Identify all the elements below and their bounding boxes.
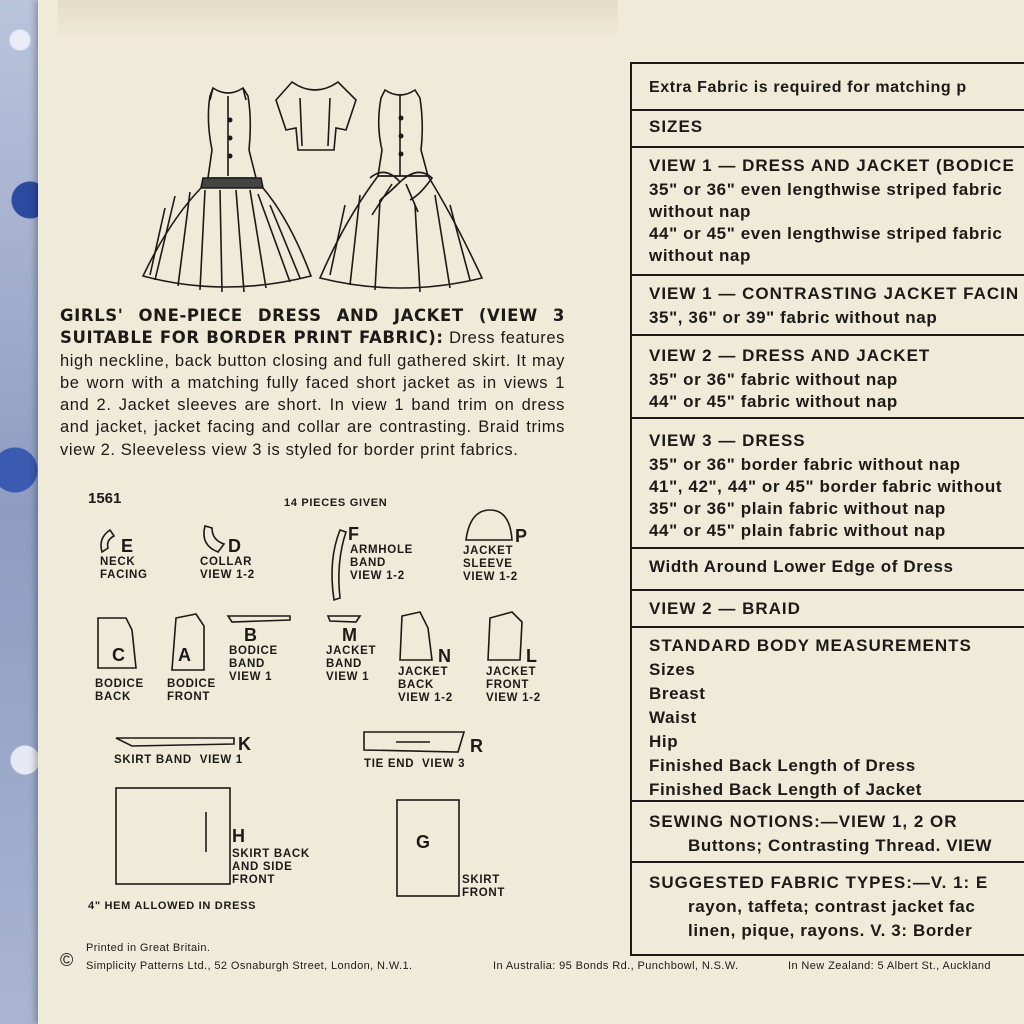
- piece-m-letter: M: [342, 625, 357, 645]
- piece-a-letter: A: [178, 645, 191, 665]
- piece-b-letter: B: [244, 625, 257, 645]
- table-row-braid: VIEW 2 — BRAID: [632, 589, 1024, 591]
- piece-h-label: SKIRT BACK AND SIDE FRONT: [232, 848, 310, 886]
- piece-g-label: SKIRT FRONT: [462, 874, 506, 899]
- piece-m-label: JACKET BAND VIEW 1: [326, 645, 377, 683]
- piece-r-letter: R: [470, 736, 483, 756]
- piece-h-shape: [116, 788, 230, 884]
- piece-b-shape: [228, 616, 290, 622]
- piece-l-label: JACKET FRONT VIEW 1-2: [486, 666, 541, 704]
- piece-g-letter: G: [416, 832, 431, 852]
- yardage-table: [630, 62, 1024, 956]
- table-row-view1-contrast: VIEW 1 — CONTRASTING JACKET FACIN 35", 36" or 39" fabric without nap: [632, 274, 1024, 276]
- table-row-standard-measurements: STANDARD BODY MEASUREMENTS Sizes Breast Waist Hip Finished Back Length of Dress Finished Back Length of Jacket: [632, 626, 1024, 628]
- piece-r-label: TIE END VIEW 3: [364, 758, 466, 770]
- table-row-view2: VIEW 2 — DRESS AND JACKET 35" or 36" fabric without nap 44" or 45" fabric without nap: [632, 334, 1024, 336]
- pattern-number: 1561: [88, 490, 122, 507]
- piece-k-shape: [116, 738, 234, 746]
- table-row-view1: VIEW 1 — DRESS AND JACKET (BODICE 35" or 36" even lengthwise striped fabric without nap 44" or 45" even lengthwise striped fabric without nap: [632, 146, 1024, 148]
- piece-p-shape: [466, 510, 512, 540]
- piece-f-label: ARMHOLE BAND VIEW 1-2: [350, 544, 414, 582]
- table-row-width: Width Around Lower Edge of Dress: [632, 547, 1024, 549]
- piece-b-label: BODICE BAND VIEW 1: [229, 645, 278, 683]
- footer-new-zealand-address: In New Zealand: 5 Albert St., Auckland: [788, 960, 991, 972]
- piece-e-shape: [101, 530, 114, 552]
- piece-p-label: JACKET SLEEVE VIEW 1-2: [463, 545, 518, 583]
- piece-e-letter: E: [121, 536, 134, 556]
- piece-n-label: JACKET BACK VIEW 1-2: [398, 666, 453, 704]
- footer-uk-address: Simplicity Patterns Ltd., 52 Osnaburgh Street, London, N.W.1.: [86, 960, 413, 972]
- piece-e-label: NECK FACING: [100, 556, 148, 581]
- piece-c-letter: C: [112, 645, 125, 665]
- printed-note: Printed in Great Britain.: [86, 942, 211, 954]
- piece-n-shape: [400, 612, 432, 660]
- piece-p-letter: P: [515, 526, 528, 546]
- table-row-sizes: SIZES: [632, 109, 1024, 111]
- piece-f-letter: F: [348, 524, 359, 544]
- piece-d-label: COLLAR VIEW 1-2: [200, 556, 255, 581]
- piece-k-label: SKIRT BAND VIEW 1: [114, 754, 243, 766]
- piece-l-shape: [488, 612, 522, 660]
- piece-c-label: BODICE BACK: [95, 678, 144, 703]
- piece-a-label: BODICE FRONT: [167, 678, 216, 703]
- piece-d-shape: [204, 526, 224, 552]
- piece-h-letter: H: [232, 826, 245, 846]
- extra-fabric-note: Extra Fabric is required for matching p: [649, 79, 967, 96]
- table-row-sewing-notions: SEWING NOTIONS:—VIEW 1, 2 OR Buttons; Contrasting Thread. VIEW: [632, 800, 1024, 802]
- footer-australia-address: In Australia: 95 Bonds Rd., Punchbowl, N.S.W.: [493, 960, 739, 972]
- piece-k-letter: K: [238, 734, 251, 754]
- piece-n-letter: N: [438, 646, 451, 666]
- table-row-fabric-types: SUGGESTED FABRIC TYPES:—V. 1: E rayon, taffeta; contrast jacket fac linen, pique, rayons. V. 3: Border: [632, 861, 1024, 863]
- piece-l-letter: L: [526, 646, 537, 666]
- hem-note: 4" HEM ALLOWED IN DRESS: [88, 900, 257, 912]
- piece-m-shape: [328, 616, 360, 622]
- pieces-given: 14 PIECES GIVEN: [284, 497, 388, 509]
- table-row-view3: VIEW 3 — DRESS 35" or 36" border fabric without nap 41", 42", 44" or 45" border fabric without 35" or 36" plain fabric without nap 44" or 45" plain fabric without nap: [632, 417, 1024, 419]
- piece-d-letter: D: [228, 536, 241, 556]
- piece-f-shape: [332, 530, 346, 600]
- description-heading: GIRLS' ONE-PIECE DRESS AND JACKET (VIEW 3 SUITABLE FOR BORDER PRINT FABRIC):: [60, 306, 565, 348]
- copyright-symbol: ©: [60, 950, 74, 970]
- description-body: Dress features high neckline, back button closing and full gathered skirt. It may be worn with a matching fully faced short jacket as in views 1 and 2. Jacket sleeves are short. In view 1 band trim on dress and jacket, jacket facing and collar are contrasting. Braid trims view 2. Sleeveless view 3 is styled for border print fabrics.: [60, 329, 565, 459]
